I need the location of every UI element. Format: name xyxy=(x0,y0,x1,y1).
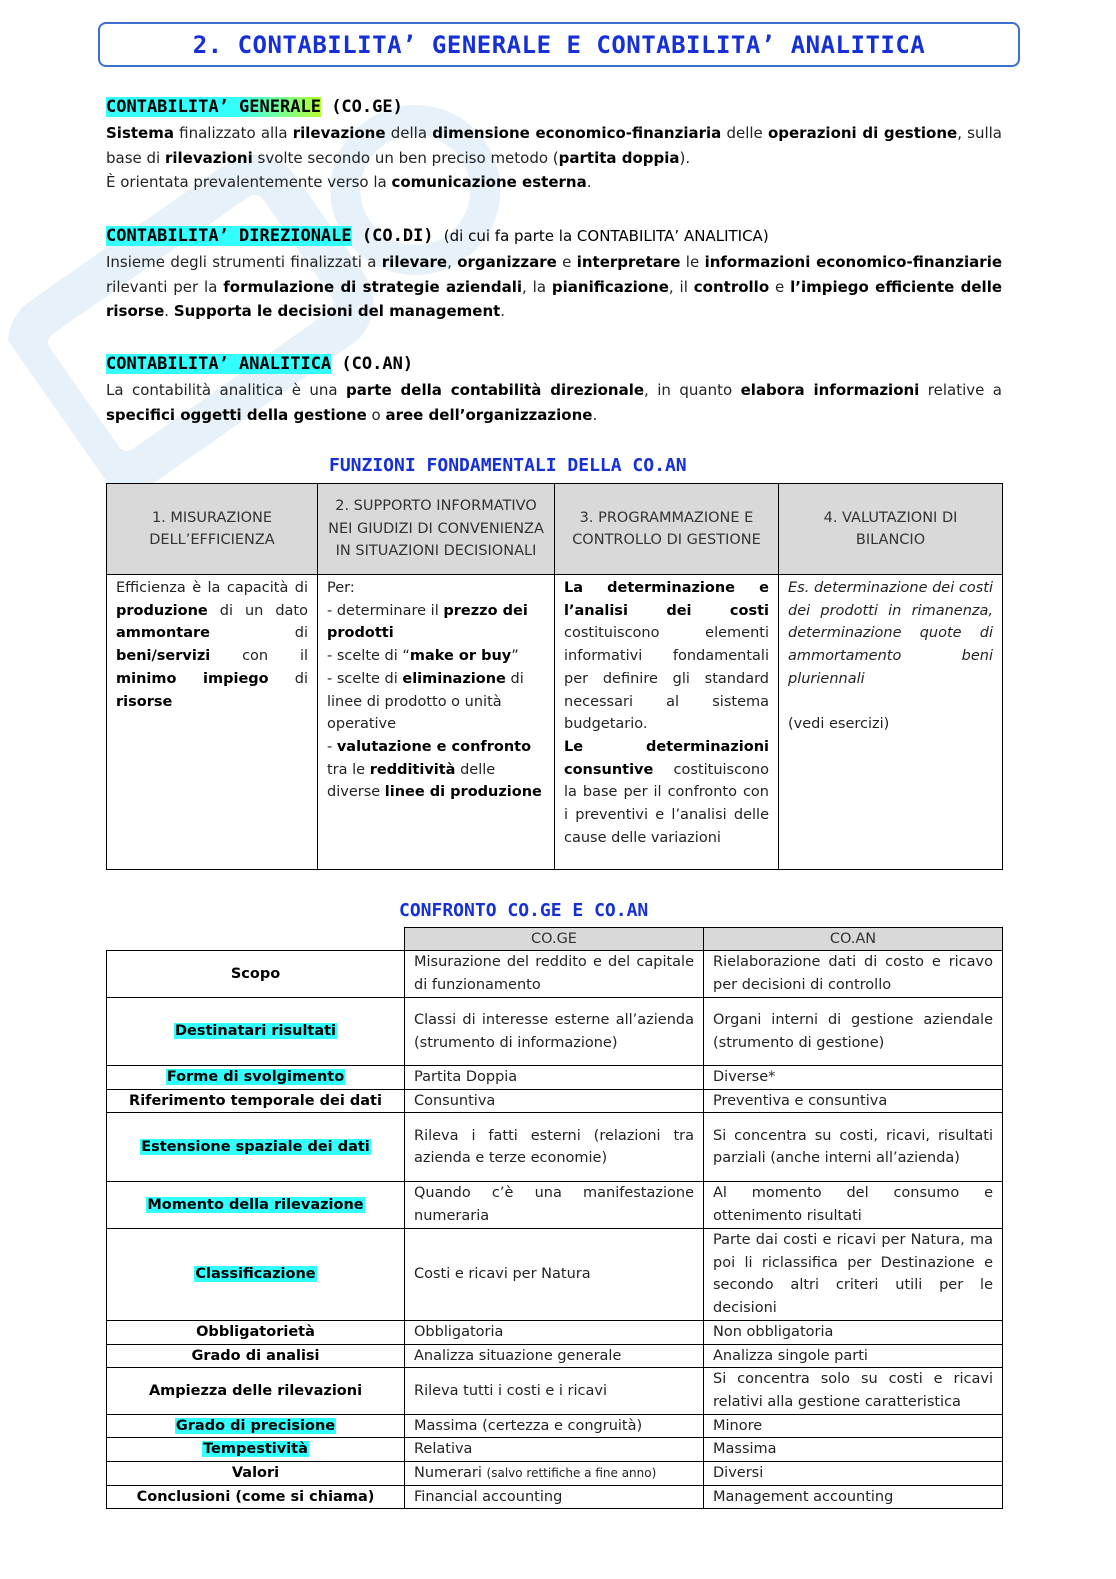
functions-cell-efficiency: Efficienza è la capacità di produzione di un dato ammontare di beni/servizi con il minimo impiego di risorse xyxy=(107,575,318,870)
compare-coan-cell: Al momento del consumo e ottenimento risultati xyxy=(704,1182,1003,1228)
compare-coge-cell: Financial accounting xyxy=(405,1485,704,1509)
compare-coge-cell: Costi e ricavi per Natura xyxy=(405,1228,704,1320)
compare-coge-cell: Consuntiva xyxy=(405,1089,704,1113)
compare-label: Grado di precisione xyxy=(107,1414,405,1438)
compare-coan-cell: Parte dai costi e ricavi per Natura, ma poi li riclassifica per Destinazione e secondo altri criteri utili per le decisioni xyxy=(704,1228,1003,1320)
table-row xyxy=(107,1113,1003,1182)
codi-heading-abbr: (CO.DI) xyxy=(361,226,434,246)
compare-label: Classificazione xyxy=(107,1228,405,1320)
compare-label: Obbligatorietà xyxy=(107,1320,405,1344)
compare-coan-cell: Non obbligatoria xyxy=(704,1320,1003,1344)
compare-coge-cell: Obbligatoria xyxy=(405,1320,704,1344)
compare-header-coge: CO.GE xyxy=(405,928,704,951)
compare-header-coan: CO.AN xyxy=(704,928,1003,951)
compare-coge-cell: Numerari (salvo rettifiche a fine anno) xyxy=(405,1462,704,1486)
compare-coan-cell: Massima xyxy=(704,1438,1003,1462)
compare-table xyxy=(106,927,1003,1509)
section-coan xyxy=(106,351,1002,427)
table-row xyxy=(107,998,1003,1066)
compare-coge-cell: Analizza situazione generale xyxy=(405,1344,704,1368)
compare-coan-cell: Si concentra solo su costi e ricavi relativi alla gestione caratteristica xyxy=(704,1368,1003,1414)
codi-heading-highlight: CONTABILITA’ DIREZIONALE xyxy=(106,226,352,246)
compare-label: Ampiezza delle rilevazioni xyxy=(107,1368,405,1414)
compare-coge-cell: Massima (certezza e congruità) xyxy=(405,1414,704,1438)
functions-table xyxy=(106,483,1003,870)
functions-heading: FUNZIONI FONDAMENTALI DELLA CO.AN xyxy=(329,455,687,476)
coge-paragraph-1: Sistema finalizzato alla rilevazione della dimensione economico-finanziaria delle operazioni di gestione, sulla base di rilevazioni svolte secondo un ben preciso metodo (partita doppia). xyxy=(106,124,1002,167)
compare-coan-cell: Analizza singole parti xyxy=(704,1344,1003,1368)
compare-coan-cell: Organi interni di gestione aziendale (strumento di gestione) xyxy=(704,998,1003,1066)
coan-paragraph: La contabilità analitica è una parte della contabilità direzionale, in quanto elabora informazioni relative a specifici oggetti della gestione o aree dell’organizzazione. xyxy=(106,381,1002,424)
compare-label: Tempestività xyxy=(107,1438,405,1462)
compare-coge-cell: Relativa xyxy=(405,1438,704,1462)
coge-heading-abbr: (CO.GE) xyxy=(331,97,403,117)
table-row xyxy=(107,1438,1003,1462)
functions-cell-decision-support: Per: - determinare il prezzo dei prodotti - scelte di “make or buy” - scelte di eliminazione di linee di prodotto o unità operative - valutazione e confronto tra le redditività delle diverse linee di produzione xyxy=(318,575,555,870)
page-title: 2. CONTABILITA’ GENERALE E CONTABILITA’ ANALITICA xyxy=(192,30,926,59)
table-row xyxy=(107,951,1003,998)
compare-coan-cell: Management accounting xyxy=(704,1485,1003,1509)
compare-label: Momento della rilevazione xyxy=(107,1182,405,1228)
compare-label: Forme di svolgimento xyxy=(107,1066,405,1090)
compare-coan-cell: Minore xyxy=(704,1414,1003,1438)
compare-coge-cell: Quando c’è una manifestazione numeraria xyxy=(405,1182,704,1228)
compare-coan-cell: Rielaborazione dati di costo e ricavo per decisioni di controllo xyxy=(704,951,1003,998)
compare-coge-cell: Misurazione del reddito e del capitale di funzionamento xyxy=(405,951,704,998)
compare-label: Grado di analisi xyxy=(107,1344,405,1368)
functions-body-row xyxy=(107,575,1003,870)
section-coge xyxy=(106,94,1002,195)
table-row xyxy=(107,1344,1003,1368)
compare-coan-cell: Si concentra su costi, ricavi, risultati parziali (anche interni all’azienda) xyxy=(704,1113,1003,1182)
table-row xyxy=(107,1066,1003,1090)
compare-label: Destinatari risultati xyxy=(107,998,405,1066)
compare-heading: CONFRONTO CO.GE E CO.AN xyxy=(399,900,649,921)
functions-header-planning-control: 3. PROGRAMMAZIONE E CONTROLLO DI GESTIONE xyxy=(555,484,779,575)
coge-heading-highlight: CONTABILITA’ GENERALE xyxy=(106,97,321,117)
coan-heading xyxy=(106,351,1002,377)
compare-coan-cell: Preventiva e consuntiva xyxy=(704,1089,1003,1113)
table-row xyxy=(107,1368,1003,1414)
table-row xyxy=(107,1228,1003,1320)
compare-label: Valori xyxy=(107,1462,405,1486)
table-row xyxy=(107,1485,1003,1509)
coge-heading xyxy=(106,94,1002,120)
coan-heading-highlight: CONTABILITA’ ANALITICA xyxy=(106,354,332,374)
codi-paragraph: Insieme degli strumenti finalizzati a rilevare, organizzare e interpretare le informazioni economico-finanziarie rilevanti per la formulazione di strategie aziendali, la pianificazione, il controllo e l’impiego efficiente delle risorse. Supporta le decisioni del management. xyxy=(106,253,1003,320)
compare-label: Scopo xyxy=(107,951,405,998)
compare-coge-cell: Rileva tutti i costi e i ricavi xyxy=(405,1368,704,1414)
section-codi xyxy=(106,223,1002,324)
table-row xyxy=(107,1320,1003,1344)
compare-coan-cell: Diversi xyxy=(704,1462,1003,1486)
compare-coge-cell: Partita Doppia xyxy=(405,1066,704,1090)
compare-coge-cell: Classi di interesse esterne all’azienda (strumento di informazione) xyxy=(405,998,704,1066)
codi-heading xyxy=(106,223,1002,249)
codi-heading-note: (di cui fa parte la CONTABILITA’ ANALITICA) xyxy=(443,227,769,245)
coan-heading-abbr: (CO.AN) xyxy=(341,354,414,374)
compare-header-empty xyxy=(107,928,405,951)
coge-paragraph-2: È orientata prevalentemente verso la comunicazione esterna. xyxy=(106,173,592,191)
functions-header-decision-support: 2. SUPPORTO INFORMATIVO NEI GIUDIZI DI CONVENIENZA IN SITUAZIONI DECISIONALI xyxy=(318,484,555,575)
compare-label: Estensione spaziale dei dati xyxy=(107,1113,405,1182)
table-row xyxy=(107,1182,1003,1228)
functions-cell-planning-control: La determinazione e l’analisi dei costi costituiscono elementi informativi fondamentali per definire gli standard necessari al sistema budgetario. Le determinazioni consuntive costituiscono la base per il confronto con i preventivi e l’analisi delle cause delle variazioni xyxy=(555,575,779,870)
functions-header-balance: 4. VALUTAZIONI DI BILANCIO xyxy=(779,484,1003,575)
title-box xyxy=(98,22,1020,67)
compare-label: Riferimento temporale dei dati xyxy=(107,1089,405,1113)
compare-coan-cell: Diverse* xyxy=(704,1066,1003,1090)
functions-cell-balance: Es. determinazione dei costi dei prodotti in rimanenza, determinazione quote di ammortamento beni pluriennali (vedi esercizi) xyxy=(779,575,1003,870)
compare-header-row xyxy=(107,928,1003,951)
functions-header-efficiency: 1. MISURAZIONE DELL’EFFICIENZA xyxy=(107,484,318,575)
functions-header-row xyxy=(107,484,1003,575)
compare-label: Conclusioni (come si chiama) xyxy=(107,1485,405,1509)
table-row xyxy=(107,1089,1003,1113)
table-row xyxy=(107,1462,1003,1486)
table-row xyxy=(107,1414,1003,1438)
compare-coge-cell: Rileva i fatti esterni (relazioni tra azienda e terze economie) xyxy=(405,1113,704,1182)
